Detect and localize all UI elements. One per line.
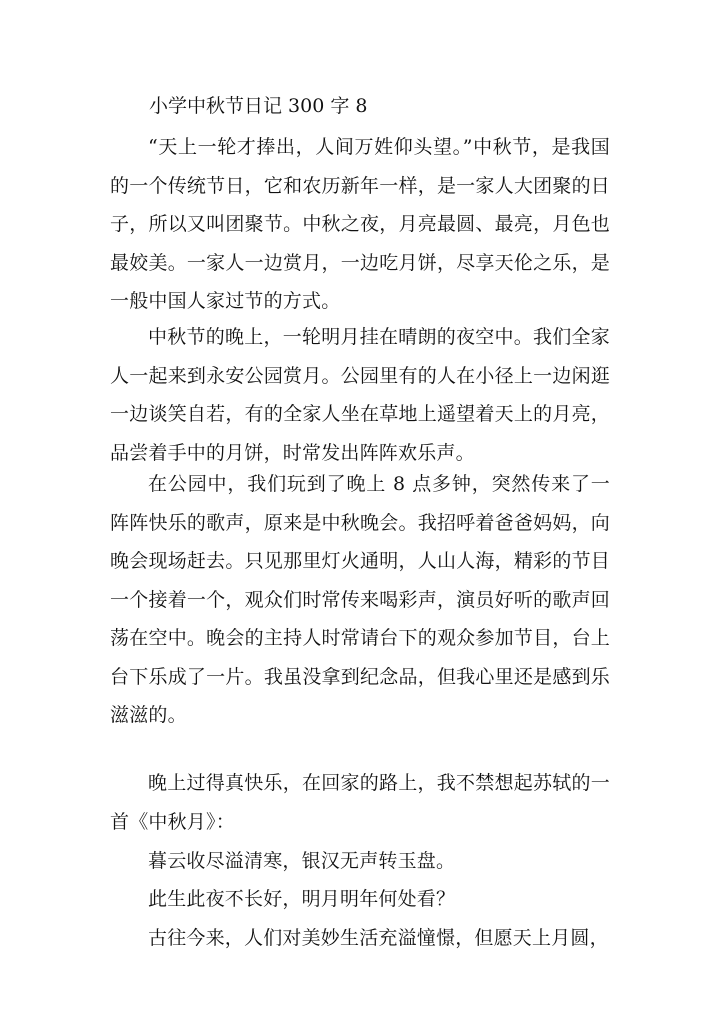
poem-line-3: 古往今来，人们对美妙生活充溢憧憬，但愿天上月圆， xyxy=(148,927,609,949)
poem-line-1: 暮云收尽溢清寒，银汉无声转玉盘。 xyxy=(148,850,456,872)
document-title: 小学中秋节日记 300 字 8 xyxy=(149,95,368,117)
paragraph-4: 晚上过得真快乐，在回家的路上，我不禁想起苏轼的一首《中秋月》： xyxy=(110,772,610,833)
poem-line-2: 此生此夜不长好，明月明年何处看？ xyxy=(148,888,456,910)
paragraph-3: 在公园中，我们玩到了晚上 8 点多钟，突然传来了一阵阵快乐的歌声，原来是中秋晚会。我招呼着爸爸妈妈，向晚会现场赶去。只见那里灯火通明，人山人海，精彩的节目一个接着一个，观众们时常传来喝彩声，演员好听的歌声回荡在空中。晚会的主持人时常请台下的观众参加节目，台上台下乐成了一片。我虽没拿到纪念品，但我心里还是感到乐滋滋的。 xyxy=(110,473,610,726)
paragraph-2: 中秋节的晚上，一轮明月挂在晴朗的夜空中。我们全家人一起来到永安公园赏月。公园里有的人在小径上一边闲逛一边谈笑自若，有的全家人坐在草地上遥望着天上的月亮，品尝着手中的月饼，时常发出阵阵欢乐声。 xyxy=(110,326,610,464)
paragraph-1: “天上一轮才捧出，人间万姓仰头望。”中秋节，是我国的一个传统节日，它和农历新年一样，是一家人大团聚的日子，所以又叫团聚节。中秋之夜，月亮最圆、最亮，月色也最姣美。一家人一边赏月，一边吃月饼，尽享天伦之乐，是一般中国人家过节的方式。 xyxy=(110,136,610,312)
